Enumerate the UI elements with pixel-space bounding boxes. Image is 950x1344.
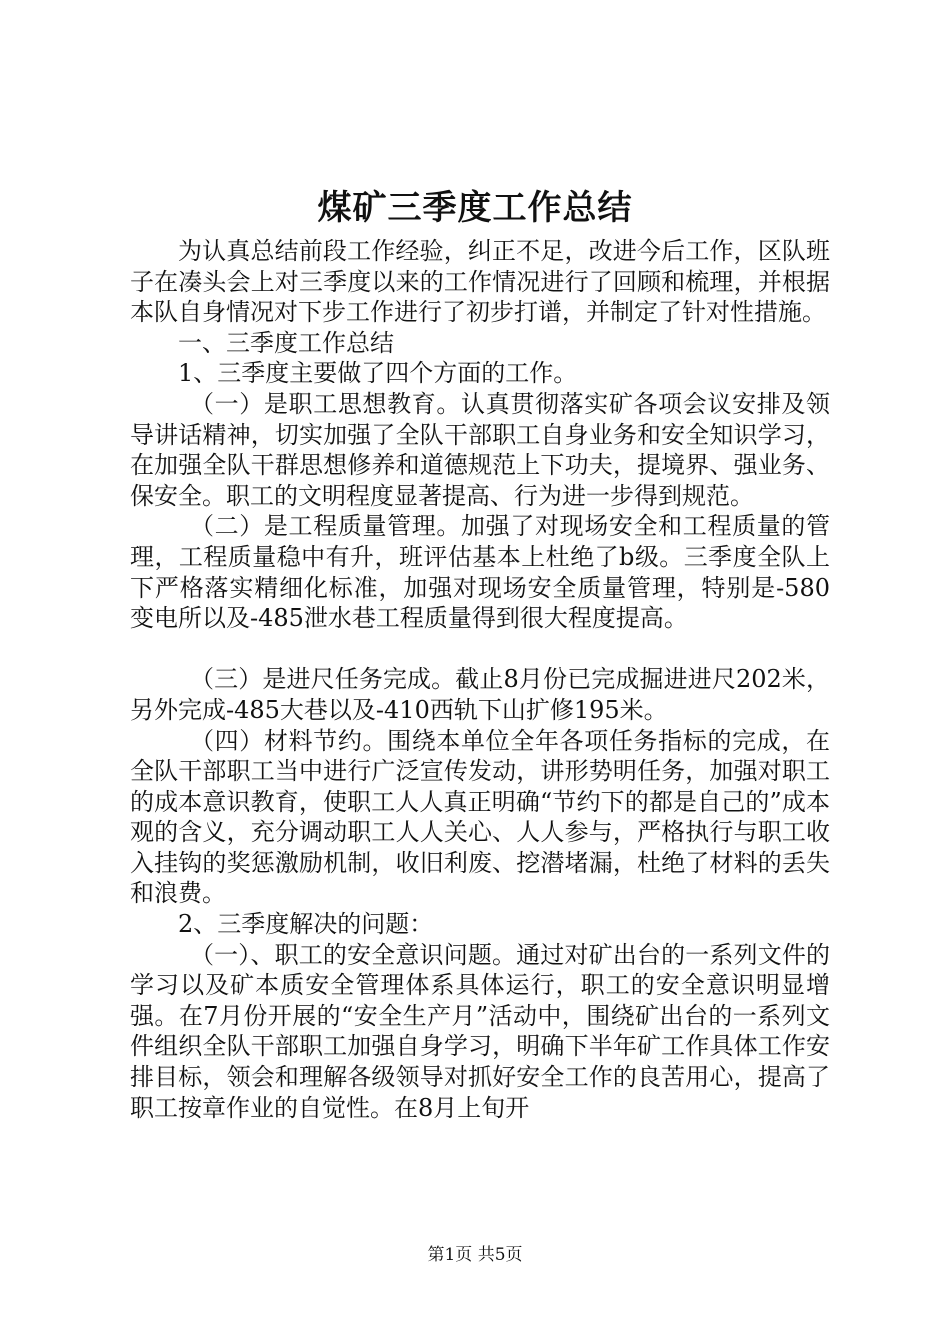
document-title: 煤矿三季度工作总结 (317, 188, 633, 228)
subheading-1: 1、三季度主要做了四个方面的工作。 (178, 359, 578, 388)
document-body (130, 236, 830, 1123)
paragraph-item-4: （四）材料节约。围绕本单位全年各项任务指标的完成，在全队干部职工当中进行广泛宣传发动，讲形势明任务，加强对职工的成本意识教育，使职工人人真正明确“节约下的都是自己的”成本观的含义，充分调动职工人人关心、人人参与，严格执行与职工收入挂钩的奖惩激励机制，收旧利废、挖潜堵漏，杜绝了材料的丢失和浪费。 (130, 726, 830, 908)
section-heading-1: 一、三季度工作总结 (178, 328, 394, 357)
subheading-2: 2、三季度解决的问题： (178, 910, 434, 939)
paragraph-intro: 为认真总结前段工作经验，纠正不足，改进今后工作，区队班子在凑头会上对三季度以来的工作情况进行了回顾和梳理，并根据本队自身情况对下步工作进行了初步打谱，并制定了针对性措施。 (130, 237, 830, 327)
paragraph-item-3: （三）是进尺任务完成。截止8月份已完成掘进进尺202米，另外完成-485大巷以及-410西轨下山扩修195米。 (130, 665, 830, 724)
blank-line (130, 634, 830, 665)
page-footer: 第1页 共5页 (427, 1245, 523, 1265)
paragraph-item-1: （一）是职工思想教育。认真贯彻落实矿各项会议安排及领导讲话精神，切实加强了全队干部职工自身业务和安全知识学习，在加强全队干群思想修养和道德规范上下功夫，提境界、强业务、保安全。职工的文明程度显著提高、行为进一步得到规范。 (130, 389, 830, 510)
paragraph-item-5: （一）、职工的安全意识问题。通过对矿出台的一系列文件的学习以及矿本质安全管理体系具体运行，职工的安全意识明显增强。在7月份开展的“安全生产月”活动中，围绕矿出台的一系列文件组织全队干部职工加强自身学习，明确下半年矿工作具体工作安排目标，领会和理解各级领导对抓好安全工作的良苦用心，提高了职工按章作业的自觉性。在8月上旬开 (130, 940, 830, 1122)
paragraph-item-2: （二）是工程质量管理。加强了对现场安全和工程质量的管理，工程质量稳中有升，班评估基本上杜绝了b级。三季度全队上下严格落实精细化标准，加强对现场安全质量管理，特别是-580变电所以及-485泄水巷工程质量得到很大程度提高。 (130, 512, 830, 633)
